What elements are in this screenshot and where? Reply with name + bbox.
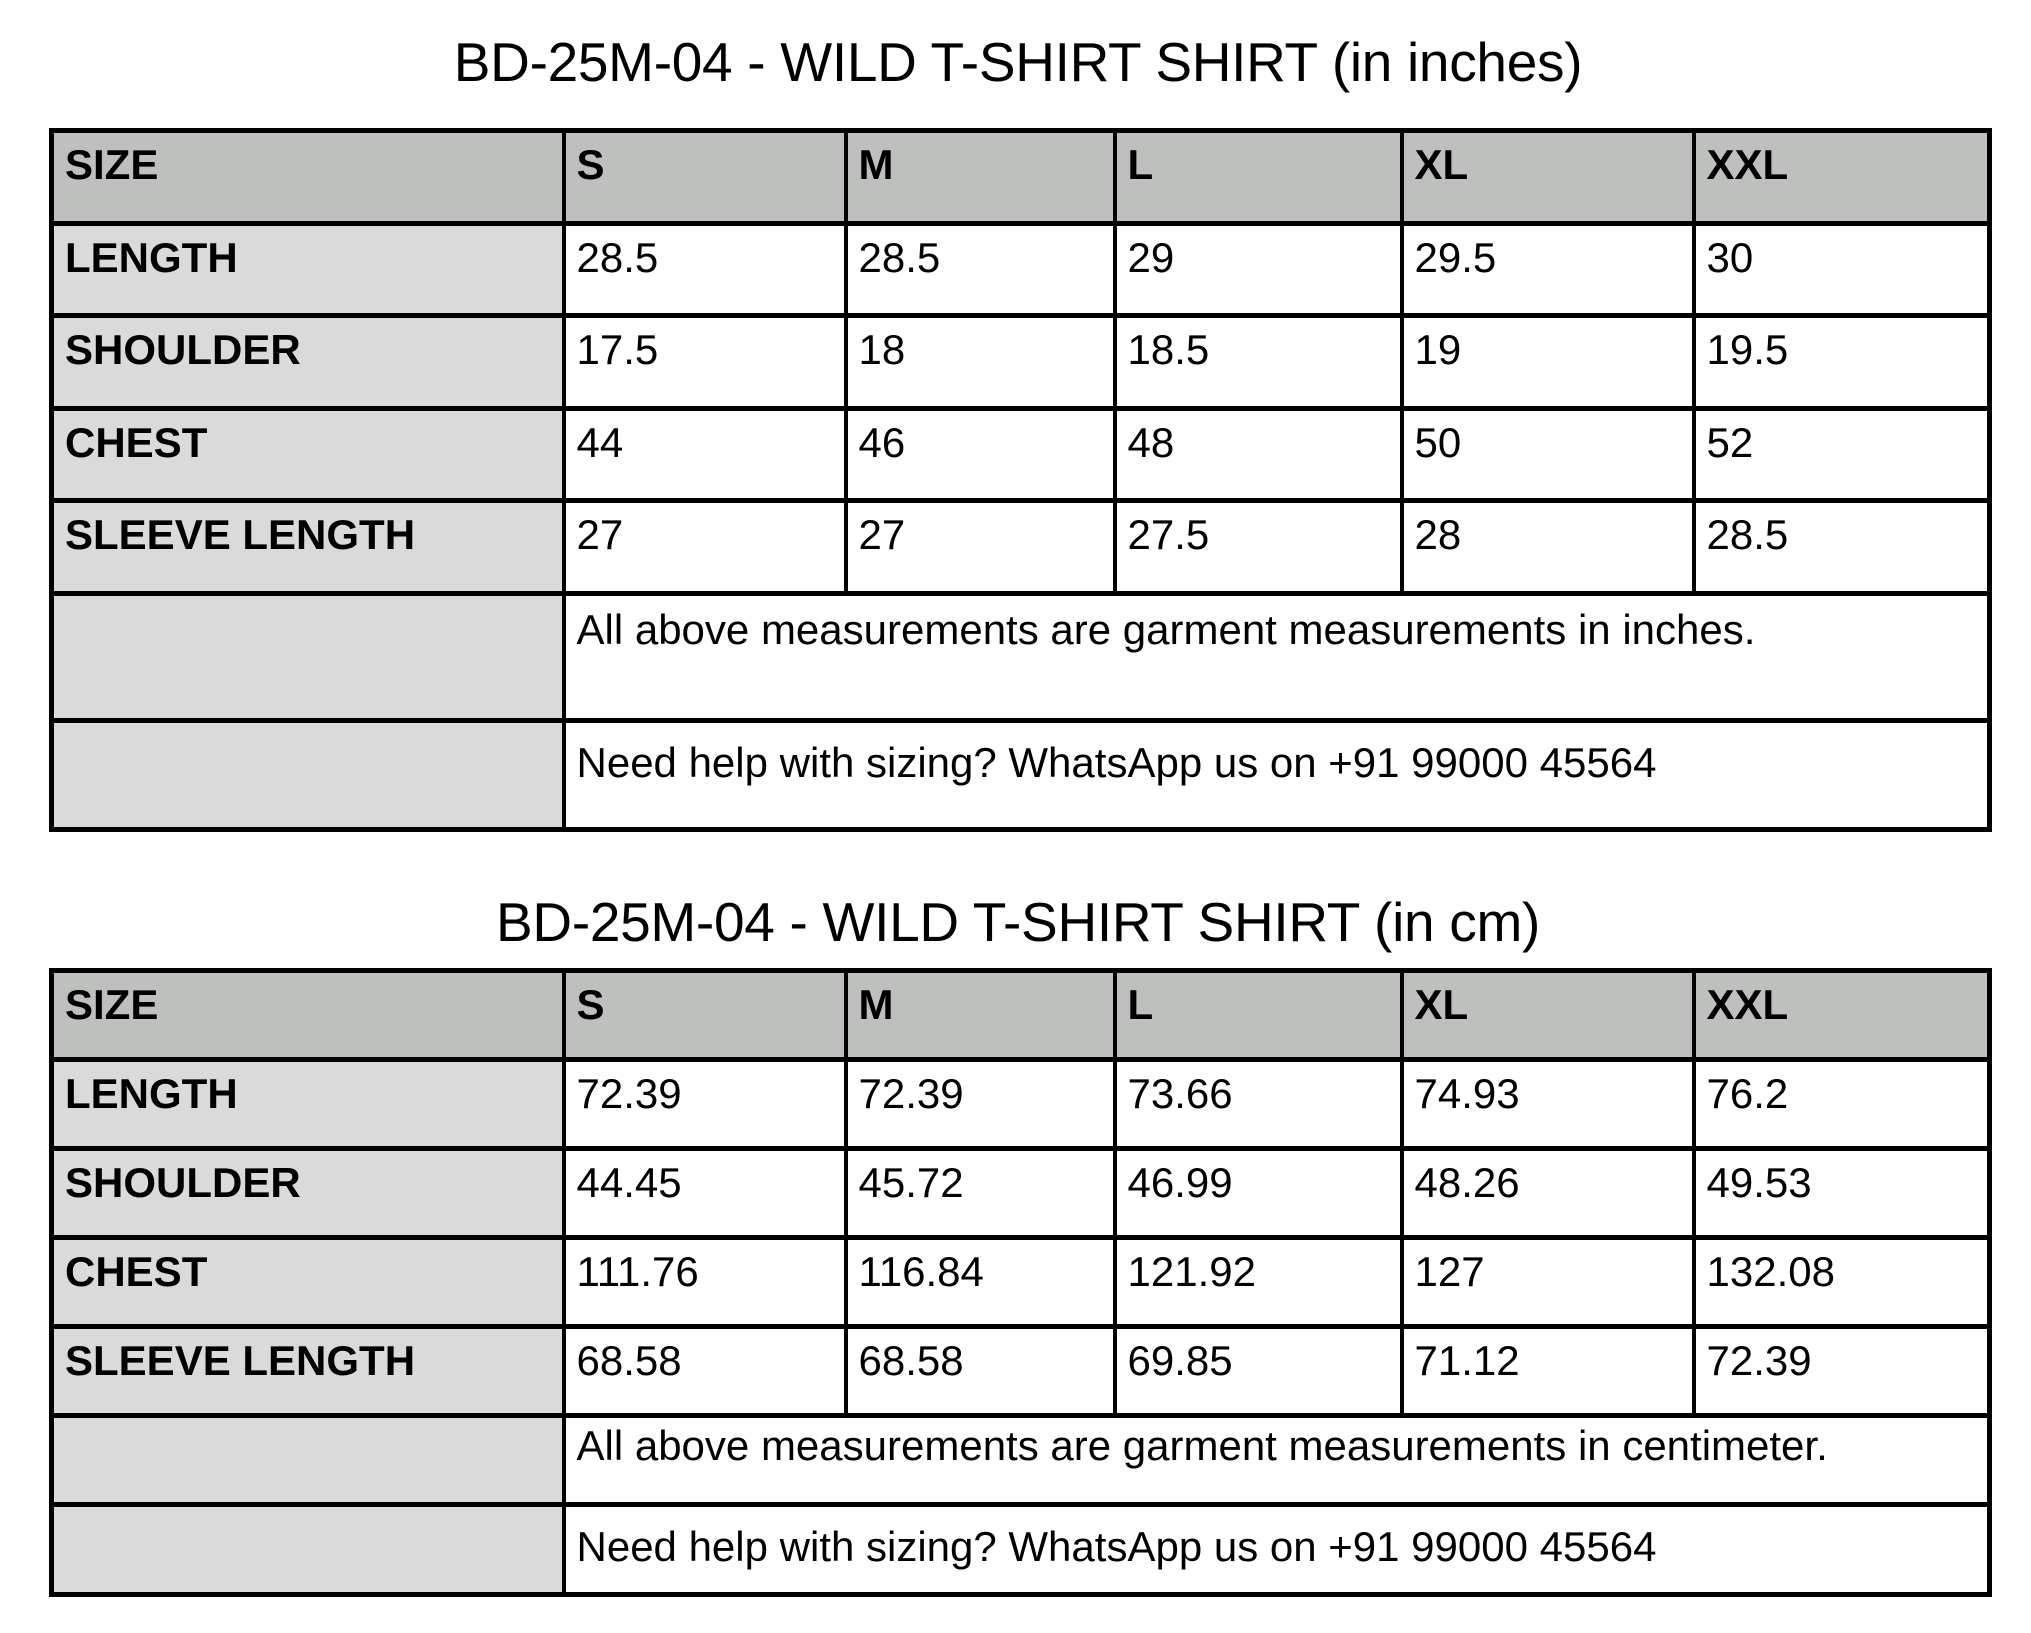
- table-row-shoulder: [52, 1149, 1990, 1238]
- cell-value: 116.84: [846, 1238, 1115, 1327]
- cell-value: 72.39: [564, 1060, 846, 1149]
- header-row: [52, 131, 1990, 224]
- row-label: LENGTH: [52, 1060, 564, 1149]
- header-cell-s: S: [564, 971, 846, 1060]
- cell-value: 71.12: [1402, 1327, 1694, 1416]
- note-measurements: All above measurements are garment measurements in centimeter.: [564, 1416, 1990, 1505]
- cell-value: 50: [1402, 409, 1694, 501]
- cell-value: 46.99: [1115, 1149, 1402, 1238]
- row-label: SHOULDER: [52, 1149, 564, 1238]
- cell-value: 27.5: [1115, 501, 1402, 594]
- cell-value: 44: [564, 409, 846, 501]
- header-cell-l: L: [1115, 971, 1402, 1060]
- size-chart-table-cm: [49, 968, 1992, 1597]
- cell-value: 127: [1402, 1238, 1694, 1327]
- header-cell-xl: XL: [1402, 131, 1694, 224]
- cell-value: 29: [1115, 224, 1402, 316]
- cell-value: 48: [1115, 409, 1402, 501]
- note-row-measurements: [52, 1416, 1990, 1505]
- header-row: [52, 971, 1990, 1060]
- row-label: SLEEVE LENGTH: [52, 1327, 564, 1416]
- cell-value: 49.53: [1694, 1149, 1990, 1238]
- cell-value: 29.5: [1402, 224, 1694, 316]
- header-cell-m: M: [846, 971, 1115, 1060]
- cell-value: 19: [1402, 316, 1694, 409]
- note-row-help: [52, 721, 1990, 830]
- cell-value: 74.93: [1402, 1060, 1694, 1149]
- header-cell-xxl: XXL: [1694, 971, 1990, 1060]
- table-row-chest: [52, 1238, 1990, 1327]
- header-cell-m: M: [846, 131, 1115, 224]
- header-cell-size: SIZE: [52, 971, 564, 1060]
- table-row-shoulder: [52, 316, 1990, 409]
- empty-label-cell: [52, 1416, 564, 1505]
- cell-value: 28.5: [564, 224, 846, 316]
- size-chart-table-inches: [49, 128, 1992, 832]
- note-row-help: [52, 1505, 1990, 1595]
- header-cell-xxl: XXL: [1694, 131, 1990, 224]
- row-label: CHEST: [52, 1238, 564, 1327]
- row-label: SLEEVE LENGTH: [52, 501, 564, 594]
- table-row-length: [52, 224, 1990, 316]
- size-chart-title-inches: BD-25M-04 - WILD T-SHIRT SHIRT (in inches): [453, 31, 1583, 93]
- cell-value: 18: [846, 316, 1115, 409]
- cell-value: 27: [846, 501, 1115, 594]
- cell-value: 72.39: [846, 1060, 1115, 1149]
- table-row-length: [52, 1060, 1990, 1149]
- cell-value: 45.72: [846, 1149, 1115, 1238]
- cell-value: 19.5: [1694, 316, 1990, 409]
- table-row-sleeve-length: [52, 501, 1990, 594]
- empty-label-cell: [52, 721, 564, 830]
- cell-value: 28.5: [846, 224, 1115, 316]
- cell-value: 68.58: [846, 1327, 1115, 1416]
- cell-value: 44.45: [564, 1149, 846, 1238]
- size-chart-title-cm: BD-25M-04 - WILD T-SHIRT SHIRT (in cm): [496, 891, 1540, 953]
- table-row-chest: [52, 409, 1990, 501]
- note-measurements: All above measurements are garment measurements in inches.: [564, 594, 1990, 721]
- cell-value: 52: [1694, 409, 1990, 501]
- cell-value: 30: [1694, 224, 1990, 316]
- header-cell-l: L: [1115, 131, 1402, 224]
- header-cell-size: SIZE: [52, 131, 564, 224]
- cell-value: 68.58: [564, 1327, 846, 1416]
- cell-value: 72.39: [1694, 1327, 1990, 1416]
- cell-value: 121.92: [1115, 1238, 1402, 1327]
- cell-value: 76.2: [1694, 1060, 1990, 1149]
- cell-value: 46: [846, 409, 1115, 501]
- cell-value: 132.08: [1694, 1238, 1990, 1327]
- table-row-sleeve-length: [52, 1327, 1990, 1416]
- cell-value: 28: [1402, 501, 1694, 594]
- cell-value: 69.85: [1115, 1327, 1402, 1416]
- note-whatsapp-help: Need help with sizing? WhatsApp us on +91 99000 45564: [564, 1505, 1990, 1595]
- cell-value: 28.5: [1694, 501, 1990, 594]
- note-row-measurements: [52, 594, 1990, 721]
- header-cell-xl: XL: [1402, 971, 1694, 1060]
- empty-label-cell: [52, 1505, 564, 1595]
- row-label: SHOULDER: [52, 316, 564, 409]
- cell-value: 48.26: [1402, 1149, 1694, 1238]
- note-whatsapp-help: Need help with sizing? WhatsApp us on +91 99000 45564: [564, 721, 1990, 830]
- cell-value: 17.5: [564, 316, 846, 409]
- row-label: LENGTH: [52, 224, 564, 316]
- empty-label-cell: [52, 594, 564, 721]
- cell-value: 111.76: [564, 1238, 846, 1327]
- cell-value: 27: [564, 501, 846, 594]
- row-label: CHEST: [52, 409, 564, 501]
- cell-value: 18.5: [1115, 316, 1402, 409]
- cell-value: 73.66: [1115, 1060, 1402, 1149]
- header-cell-s: S: [564, 131, 846, 224]
